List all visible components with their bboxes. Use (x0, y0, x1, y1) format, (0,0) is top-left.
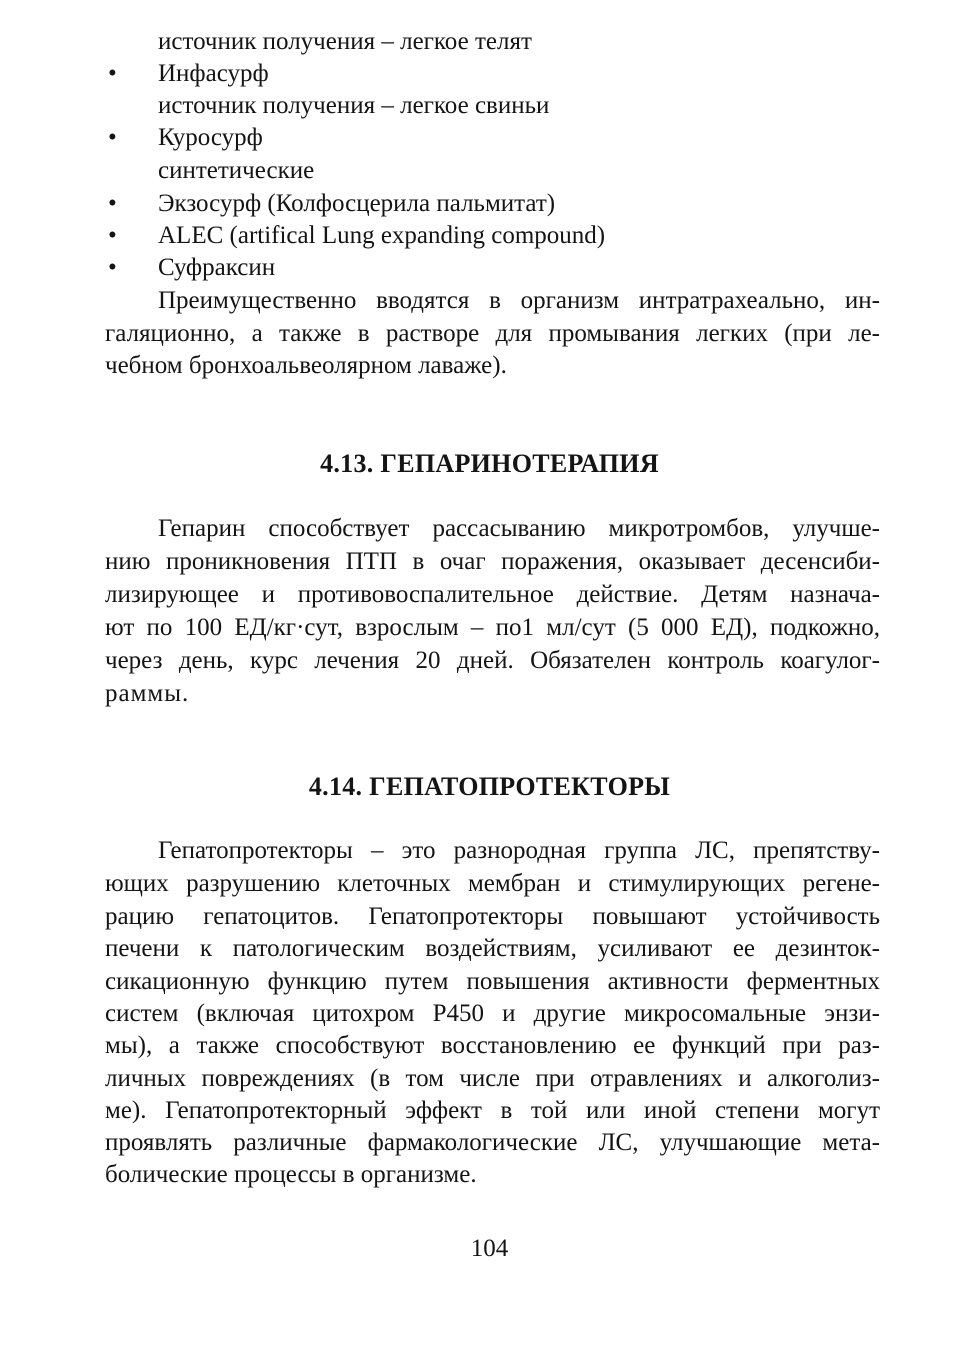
paragraph-line: печени к патологическим воздействиям, усиливают ее дезинток- (105, 935, 880, 962)
paragraph-line: галяционно, а также в растворе для промывания легких (при ле- (105, 320, 880, 347)
list-item: синтетические (158, 157, 315, 184)
bullet-icon: • (108, 222, 117, 249)
bullet-icon: • (108, 254, 117, 281)
paragraph-line: рацию гепатоцитов. Гепатопротекторы повышают устойчивость (105, 903, 880, 930)
paragraph-line: проявлять различные фармакологические ЛС, улучшающие мета- (105, 1129, 880, 1156)
paragraph-line: Преимущественно вводятся в организм интратрахеально, ин- (158, 287, 880, 314)
paragraph-line: ме). Гепатопротекторный эффект в той или иной степени могут (105, 1097, 880, 1124)
list-item: Экзосурф (Колфосцерила пальмитат) (158, 190, 556, 217)
bullet-icon: • (108, 124, 117, 151)
paragraph-line: чебном бронхоальвеолярном лаваже). (105, 352, 507, 379)
bullet-icon: • (108, 60, 117, 87)
paragraph-line: Гепатопротекторы – это разнородная группа ЛС, препятству- (158, 837, 880, 864)
paragraph-line: сикационную функцию путем повышения активности ферментных (105, 968, 880, 995)
list-item: Куросурф (158, 124, 263, 151)
paragraph-line: через день, курс лечения 20 дней. Обязателен контроль коагулог- (105, 647, 880, 674)
list-item: источник получения – легкое телят (158, 28, 532, 55)
paragraph-line: раммы. (105, 680, 190, 707)
section-heading: 4.13. ГЕПАРИНОТЕРАПИЯ (320, 449, 659, 478)
list-item: источник получения – легкое свиньи (158, 92, 550, 119)
paragraph-line: болические процессы в организме. (105, 1161, 477, 1188)
paragraph-line: мы), а также способствуют восстановлению ее функций при раз- (105, 1032, 880, 1059)
list-item: ALEC (artifical Lung expanding compound) (158, 222, 606, 249)
paragraph-line: систем (включая цитохром Р450 и другие микросомальные энзи- (105, 1000, 880, 1027)
paragraph-line: Гепарин способствует рассасыванию микротромбов, улучше- (158, 515, 880, 542)
paragraph-line: лизирующее и противовоспалительное действие. Детям назнача- (105, 581, 880, 608)
bullet-icon: • (108, 190, 117, 217)
list-item: Инфасурф (158, 60, 269, 87)
paragraph-line: нию проникновения ПТП в очаг поражения, оказывает десенсиби- (105, 548, 880, 575)
paragraph-line: ющих разрушению клеточных мембран и стимулирующих регене- (105, 870, 880, 897)
page-number: 104 (470, 1235, 509, 1262)
list-item: Суфраксин (158, 254, 276, 281)
paragraph-line: ют по 100 ЕД/кг·сут, взрослым – по1 мл/сут (5 000 ЕД), подкожно, (105, 614, 880, 641)
section-heading: 4.14. ГЕПАТОПРОТЕКТОРЫ (308, 772, 671, 801)
paragraph-line: личных повреждениях (в том числе при отравлениях и алкоголиз- (105, 1065, 880, 1092)
